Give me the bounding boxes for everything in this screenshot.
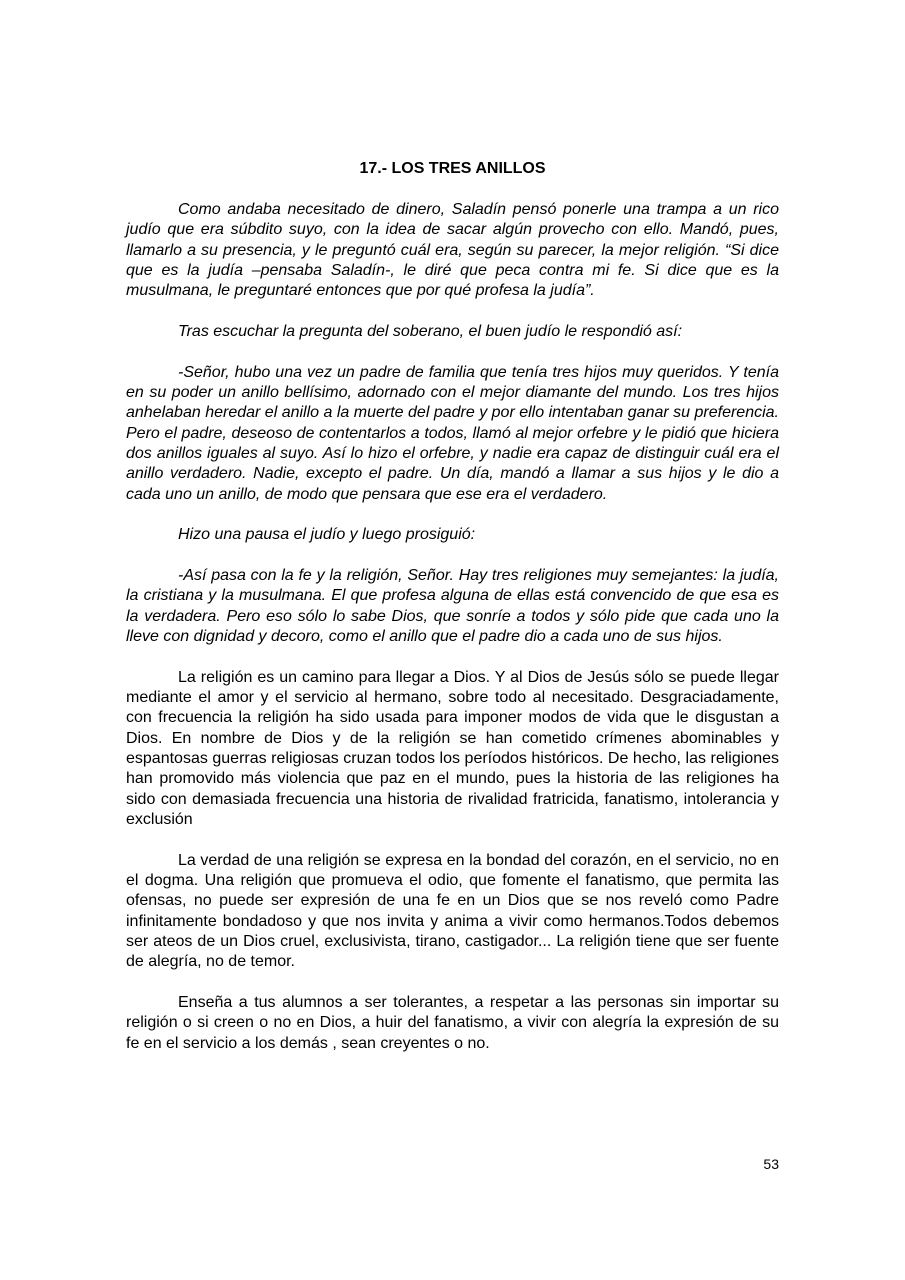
story-paragraph-response: Tras escuchar la pregunta del soberano, el buen judío le respondió así: (178, 322, 683, 340)
reflection-paragraph-religion: La religión es un camino para llegar a Dios. Y al Dios de Jesús sólo se puede llegar mediante el amor y el servicio al hermano, sobre todo al necesitado. Desgraciadamente, con frecuencia la religión ha sido usada para imponer modos de vida que le disgustan a Dios. En nombre de Dios y de la religión se han cometido crímenes abominables y espantosas guerras religiosas cruzan todos los períodos históricos. De hecho, las religiones han promovido más violencia que paz en el mundo, pues la historia de las religiones ha sido con demasiada frecuencia una historia de rivalidad fratricida, fanatismo, intolerancia y exclusión (126, 668, 779, 828)
story-paragraph-moral: -Así pasa con la fe y la religión, Señor. Hay tres religiones muy semejantes: la judía, la cristiana y la musulmana. El que profesa alguna de ellas está convencido de que esa es la verdadera. Pero eso sólo lo sabe Dios, que sonríe a todos y sólo pide que cada uno la lleve con dignidad y decoro, como el anillo que el padre dio a cada uno de sus hijos. (126, 567, 779, 646)
story-paragraph-parable: -Señor, hubo una vez un padre de familia que tenía tres hijos muy queridos. Y tenía en su poder un anillo bellísimo, adornado con el mejor diamante del mundo. Los tres hijos anhelaban heredar el anillo a la muerte del padre y por ello intentaban ganar su preferencia. Pero el padre, deseoso de contentarlos a todos, llamó al mejor orfebre y le pidió que hiciera dos anillos iguales al suyo. Así lo hizo el orfebre, y nadie era capaz de distinguir cuál era el anillo verdadero. Nadie, excepto el padre. Un día, mandó a llamar a sus hijos y le dio a cada uno un anillo, de modo que pensara que ese era el verdadero. (126, 363, 779, 503)
reflection-paragraph-teaching: Enseña a tus alumnos a ser tolerantes, a respetar a las personas sin importar su religión o si creen o no en Dios, a huir del fanatismo, a vivir con alegría la expresión de su fe en el servicio a los demás , sean creyentes o no. (126, 994, 779, 1052)
document-page (126, 158, 779, 1074)
reflection-paragraph-truth: La verdad de una religión se expresa en la bondad del corazón, en el servicio, no en el dogma. Una religión que promueva el odio, que fomente el fanatismo, que permita las ofensas, no puede ser expresión de una fe en un Dios que se nos reveló como Padre infinitamente bondadoso y que nos invita y anima a vivir como hermanos.Todos debemos ser ateos de un Dios cruel, exclusivista, tirano, castigador... La religión tiene que ser fuente de alegría, no de temor. (126, 851, 779, 971)
page-number: 53 (763, 1156, 779, 1172)
chapter-title: 17.- LOS TRES ANILLOS (359, 160, 546, 177)
story-paragraph-pause: Hizo una pausa el judío y luego prosiguió: (178, 526, 476, 544)
story-paragraph-intro: Como andaba necesitado de dinero, Saladín pensó ponerle una trampa a un rico judío que era súbdito suyo, con la idea de sacar algún provecho con ello. Mandó, pues, llamarlo a su presencia, y le preguntó cuál era, según su parecer, la mejor religión. “Si dice que es la judía –pensaba Saladín-, le diré que peca contra mi fe. Si dice que es la musulmana, le preguntaré entonces que por qué profesa la judía”. (126, 201, 779, 300)
